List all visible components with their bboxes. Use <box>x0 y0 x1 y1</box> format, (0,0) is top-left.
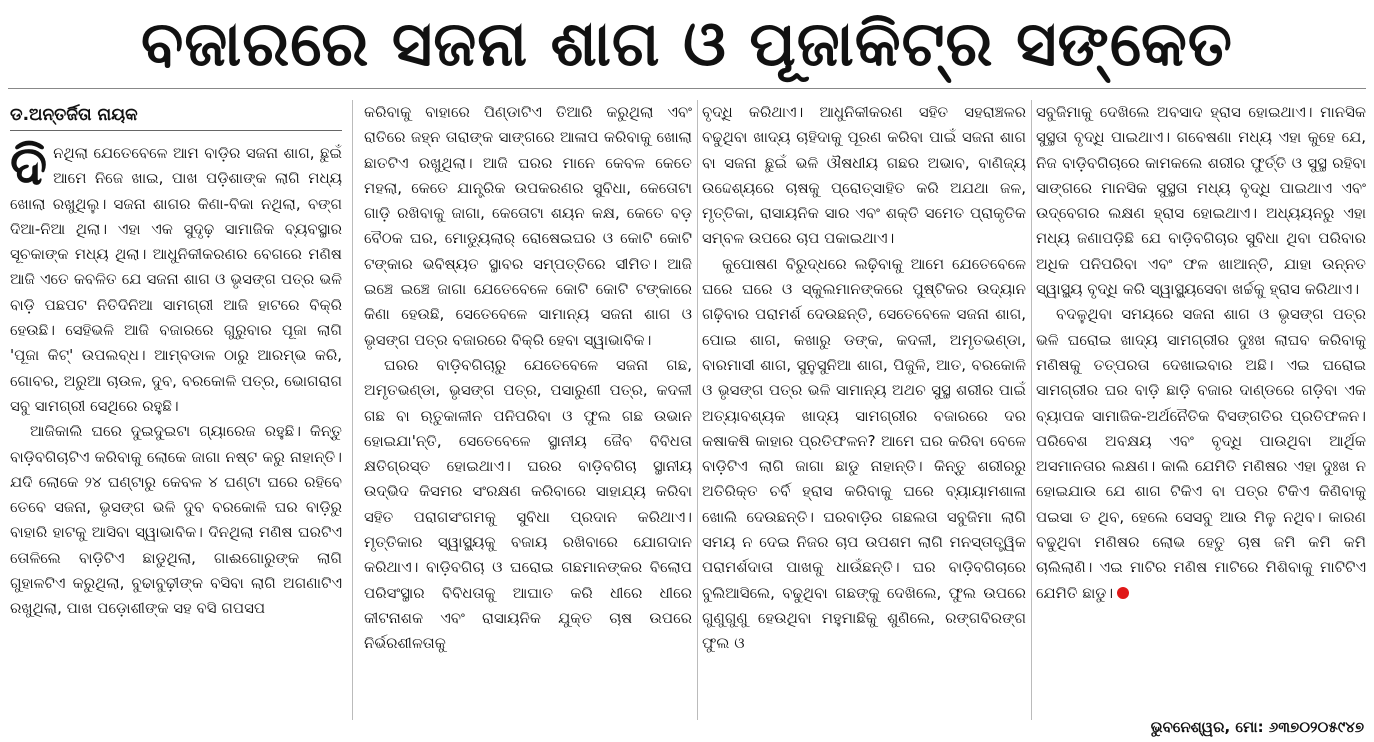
paragraph: ବୃଦ୍ଧି କରିଥାଏ। ଆଧୁନିକୀକରଣ ସହିତ ସହରାଞ୍ଚଳର ବଢୁଥିବା ଖାଦ୍ୟ ଚାହିଦାକୁ ପୂରଣ କରିବା ପାଇଁ ସଜନା ଶାଗ ବା ସଜନା ଛୁଇଁ ଭଳି ଔଷଧୀୟ ଗଛର ଅଭାବ, ବାଣିଜ୍ୟ ଉଦ୍ଦେଶ୍ୟରେ ଚାଷକୁ ପ୍ରୋତ୍ସାହିତ କରି ଅଯଥା ଜଳ, ମୃତ୍ତିକା, ରାସାୟନିକ ସାର ଏବଂ ଶକ୍ତି ସମେତ ପ୍ରାକୃତିକ ସମ୍ବଳ ଉପରେ ଚାପ ପକାଇଥାଏ। <box>702 103 1026 248</box>
paragraph-text: ବଦଳୁଥିବା ସମୟରେ ସଜନା ଶାଗ ଓ ଭୃସଙ୍ଗ ପତ୍ର ଭଳି ଘରୋଇ ଖାଦ୍ୟ ସାମଗ୍ରୀର ଦୁଃଖ ଲାଘବ କରିବାକୁ ମଣିଷକୁ ତତ୍ପରତା ଦେଖାଇବାର ଅଛି। ଏଇ ଘରୋଇ ସାମଗ୍ରୀର ଘର ବାଡ଼ି ଛାଡ଼ି ବଜାର ଦାଣ୍ଡରେ ଗଡ଼ିବା ଏକ ବ୍ୟାପକ ସାମାଜିକ-ଅର୍ଥନୈତିକ ବିସଙ୍ଗତିର ପ୍ରତିଫଳନ। ପରିବେଶ ଅବକ୍ଷୟ ଏବଂ ବୃଦ୍ଧି ପାଉଥିବା ଆର୍ଥିକ ଅସମାନତାର ଲକ୍ଷଣ। କାଲି ଯେମିତି ମଣିଷର ଏହା ଦୁଃଖ ନ ହୋଇଯାଉ ଯେ ଶାଗ ଟିକିଏ ବା ପତ୍ର ଟିକିଏ କିଣିବାକୁ ପଇସା ତ ଥିବ, ହେଲେ ସେସବୁ ଆଉ ମିଳୁ ନଥିବ। କାରଣ ବଢୁଥିବା ମଣିଷର ଲୋଭ ହେତୁ ଚାଷ ଜମି କମି କମି ଚାଲିଲାଣି। ଏଇ ମାଟିର ମଣିଷ ମାଟିରେ ମିଶିବାକୁ ମାଟିଟିଏ ଯେମିତି ଛାଡୁ। <box>1036 305 1366 602</box>
author-contact: ଭୁବନେଶ୍ୱର, ମୋ: ୬୩୭୦୨୦୫୯୪୭ <box>1150 718 1364 736</box>
column-2 <box>364 100 692 730</box>
paragraph: ସବୁଜିମାକୁ ଦେଖିଲେ ଅବସାଦ ହ୍ରାସ ହୋଇଥାଏ। ମାନସିକ ସୁସ୍ଥତା ବୃଦ୍ଧି ପାଇଥାଏ। ଗବେଷଣା ମଧ୍ୟ ଏହା କୁହେ ଯେ, ନିଜ ବାଡ଼ିବଗିଚାରେ କାମକଲେ ଶରୀର ଫୁର୍ତ୍ତି ଓ ସୁସ୍ଥ ରହିବା ସାଙ୍ଗରେ ମାନସିକ ସୁସ୍ଥତା ମଧ୍ୟ ବୃଦ୍ଧି ପାଇଥାଏ ଏବଂ ଉଦ୍‌ବେଗର ଲକ୍ଷଣ ହ୍ରାସ ହୋଇଥାଏ। ଅଧ୍ୟୟନରୁ ଏହା ମଧ୍ୟ ଜଣାପଡ଼ିଛି ଯେ ବାଡ଼ିବଗିଚାର ସୁବିଧା ଥିବା ପରିବାର ଅଧିକ ପନିପରିବା ଏବଂ ଫଳ ଖାଆନ୍ତି, ଯାହା ଉନ୍ନତ ସ୍ୱାସ୍ଥ୍ୟ ବୃଦ୍ଧି କରି ସ୍ୱାସ୍ଥ୍ୟସେବା ଖର୍ଚ୍ଚକୁ ହ୍ରାସ କରିଥାଏ। <box>1036 103 1366 299</box>
paragraph <box>1036 302 1366 606</box>
column-4 <box>1036 100 1366 730</box>
headline-rule <box>8 88 1366 89</box>
column-divider <box>697 100 698 720</box>
byline: ଡ.ଅନ୍ତର୍ଜିତା ନାୟକ <box>10 100 342 131</box>
headline: ବଜାରରେ ସଜନା ଶାଗ ଓ ପୂଜାକିଟ୍‌ର ସଙ୍କେତ <box>141 7 1233 80</box>
column-divider <box>352 100 353 720</box>
paragraph: କରିବାକୁ ବାହାରେ ପିଣ୍ଡାଟିଏ ତିଆରି କରୁଥିଲା ଏବଂ ରାତିରେ ଜହ୍ନ ତାରାଙ୍କ ସାଙ୍ଗରେ ଆଳାପ କରିବାକୁ ଖୋଲା ଛାତଟିଏ ରଖୁଥିଲା। ଆଜି ଘରର ମାନେ କେବଳ କେତେ ମହଲା, କେତେ ଯାନ୍ତ୍ରିକ ଉପକରଣର ସୁବିଧା, କେତୋଟା ଗାଡ଼ି ରଖିବାକୁ ଜାଗା, କେତୋଟା ଶୟନ କକ୍ଷ, କେତେ ବଡ଼ ବୈଠକ ଘର, ମୋଡ୍ୟୁଲାର୍ ରୋଷେଇଘର ଓ କୋଟି କୋଟି ଟଙ୍କାର ଭବିଷ୍ୟତ ସ୍ଥାବର ସମ୍ପତ୍ତିରେ ସୀମିତ। ଆଜି ଇଞ୍ଚେ ଇଞ୍ଚେ ଜାଗା ଯେତେବେଳେ କୋଟି କୋଟି ଟଙ୍କାରେ କିଣା ହେଉଛି, ସେତେବେଳେ ସାମାନ୍ୟ ସଜନା ଶାଗ ଓ ଭୃସଙ୍ଗ ପତ୍ର ବଜାରରେ ବିକ୍ରି ହେବା ସ୍ୱାଭାବିକ। <box>364 103 692 349</box>
column-3 <box>702 100 1026 730</box>
column-1 <box>10 100 342 730</box>
end-mark-icon <box>1117 587 1129 599</box>
paragraph: ଘରର ବାଡ଼ିବଗିଚାରୁ ଯେତେବେଳେ ସଜନା ଗଛ, ଅମୃତଭଣ୍ଡା, ଭୃସଙ୍ଗ ପତ୍ର, ପସାରୁଣୀ ପତ୍ର, କଦଳୀ ଗଛ ବା ଋତୁକାଳୀନ ପନିପରିବା ଓ ଫୁଲ ଗଛ ଉଭାନ ହୋଇଯା'ନ୍ତି, ସେତେବେଳେ ସ୍ଥାନୀୟ ଜୈବ ବିବିଧତା କ୍ଷତିଗ୍ରସ୍ତ ହୋଇଥାଏ। ଘରର ବାଡ଼ିବଗିଚା ସ୍ଥାନୀୟ ଉଦ୍ଭିଦ କିସମର ସଂରକ୍ଷଣ କରିବାରେ ସାହାଯ୍ୟ କରିବା ସହିତ ପରାଗସଂଗମକୁ ସୁବିଧା ପ୍ରଦାନ କରିଥାଏ। ମୃତ୍ତିକାର ସ୍ୱାସ୍ଥ୍ୟକୁ ବଜାୟ ରଖିବାରେ ଯୋଗଦାନ କରିଥାଏ। ବାଡ଼ିବଗିଚା ଓ ଘରୋଇ ଗଛମାନଙ୍କର ବିଲୋପ ପରିସଂସ୍ଥାର ବିବିଧତାକୁ ଆଘାତ କରି ଧୀରେ ଧୀରେ କୀଟନାଶକ ଏବଂ ରାସାୟନିକ ଯୁକ୍ତ ଚାଷ ଉପରେ ନିର୍ଭରଶୀଳତାକୁ <box>364 355 692 653</box>
paragraph: ଆଜିକାଲି ଘରେ ଦୁଇଦୁଇଟା ଗ୍ୟାରେଜ ରହୁଛି। କିନ୍ତୁ ବାଡ଼ିବଗିଚାଟିଏ କରିବାକୁ ଲୋକେ ଜାଗା ନଷ୍ଟ କରୁ ନାହାନ୍ତି। ଯଦି ଲୋକେ ୨୪ ଘଣ୍ଟାରୁ କେବଳ ୪ ଘଣ୍ଟା ଘରେ ରହିବେ ତେବେ ସଜନା, ଭୃସଙ୍ଗ ଭଳି ଦୁବ ବରକୋଳି ଘର ବାଡ଼ିରୁ ବାହାରି ହାଟକୁ ଆସିବା ସ୍ୱାଭାବିକ। ଦିନଥିଲା ମଣିଷ ଘରଟିଏ ତୋଳିଲେ ବାଡ଼ିଟିଏ ଛାଡୁଥିଲା, ଗାଈଗୋରୁଙ୍କ ଲାଗି ଗୁହାଳଟିଏ କରୁଥିଲା, ବୁଢାବୁଢ଼ୀଙ୍କ ବସିବା ଲାଗି ଅଗଣାଟିଏ ରଖୁଥିଲା, ପାଖ ପଡ଼ୋଶୀଙ୍କ ସହ ବସି ଗପସପ <box>10 422 342 618</box>
paragraph-text: ନଥିଲା ଯେତେବେଳେ ଆମ ବାଡ଼ିର ସଜନା ଶାଗ, ଛୁଇଁ ଆମେ ନିଜେ ଖାଇ, ପାଖ ପଡ଼ିଶାଙ୍କ ଲାଗି ମଧ୍ୟ ଖୋଲା ରଖୁଥିଲୁ। ସଜନା ଶାଗର କିଣା-ବିକା ନଥିଲା, ବଙ୍ଗ ଦିଆ-ନିଆ ଥିଲା। ଏହା ଏକ ସୁଦୃଢ଼ ସାମାଜିକ ବ୍ୟବସ୍ଥାର ସୂଚକାଙ୍କ ମଧ୍ୟ ଥିଲା। ଆଧୁନିକୀକରଣର ବେଗରେ ମଣିଷ ଆଜି ଏତେ କବଳିତ ଯେ ସଜନା ଶାଗ ଓ ଭୃସଙ୍ଗ ପତ୍ର ଭଳି ବାଡ଼ି ପଛପଟ ନିତିଦିନିଆ ସାମଗ୍ରୀ ଆଜି ହାଟରେ ବିକ୍ରି ହେଉଛି। ସେହିଭଳି ଆଜି ବଜାରରେ ଗୁରୁବାର ପୂଜା ଲାଗି 'ପୂଜା କିଟ୍' ଉପଲବ୍ଧ। ଆମ୍ବଡାଳ ଠାରୁ ଆରମ୍ଭ କରି, ଗୋବର, ଅରୁଆ ଚାଉଳ, ଦୁବ, ବରକୋଳି ପତ୍ର, ଭୋଗରାଗ ସବୁ ସାମଗ୍ରୀ ସେଥିରେ ରହୁଛି। <box>10 144 342 415</box>
paragraph: କୁପୋଷଣ ବିରୁଦ୍ଧରେ ଲଢ଼ିବାକୁ ଆମେ ଯେତେବେଳେ ଘରେ ଘରେ ଓ ସ୍କୁଲମାନଙ୍କରେ ପୁଷ୍ଟିକର ଉଦ୍ୟାନ ଗଢ଼ିବାର ପରାମର୍ଶ ଦେଉଛନ୍ତି, ସେତେବେଳେ ସଜନା ଶାଗ, ପୋଇ ଶାଗ, କଖାରୁ ଡଙ୍କ, କଦଳୀ, ଅମୃତଭଣ୍ଡା, ବାରମାସୀ ଶାଗ, ସୁନୁସୁନିଆ ଶାଗ, ପିଜୁଳି, ଆତ, ବରକୋଳି ଓ ଭୃସଙ୍ଗ ପତ୍ର ଭଳି ସାମାନ୍ୟ ଅଥଚ ସୁସ୍ଥ ଶରୀର ପାଇଁ ଅତ୍ୟାବଶ୍ୟକ ଖାଦ୍ୟ ସାମଗ୍ରୀର ବଜାରରେ ଦର କଷାକଷି କାହାର ପ୍ରତିଫଳନ? ଆମେ ଘର କରିବା ବେଳେ ବାଡ଼ିଟିଏ ଲାଗି ଜାଗା ଛାଡୁ ନାହାନ୍ତି। କିନ୍ତୁ ଶରୀରରୁ ଅତିରିକ୍ତ ଚର୍ବି ହ୍ରାସ କରିବାକୁ ଘରେ ବ୍ୟାୟାମଶାଳା ଖୋଲି ଦେଉଛନ୍ତି। ଘରବାଡ଼ିର ଗଛଲତା ସବୁଜିମା ଲାଗି ସମୟ ନ ଦେଇ ନିଜର ଚାପ ଉପଶମ ଲାଗି ମନସ୍ତାତ୍ତ୍ୱିକ ପରାମର୍ଶଦାତା ପାଖକୁ ଧାଉଁଛନ୍ତି। ଘର ବାଡ଼ିବଗିଚାରେ ବୁଲିଆସିଲେ, ବଢୁଥିବା ଗଛଙ୍କୁ ଦେଖିଲେ, ଫୁଲ ଉପରେ ଗୁଣୁଗୁଣୁ ହେଉଥିବା ମହୁମାଛିକୁ ଶୁଣିଲେ, ରଙ୍ଗବିରଙ୍ଗ ଫୁଲ ଓ <box>702 254 1026 653</box>
drop-cap: ଦି <box>10 134 48 197</box>
paragraph <box>10 134 342 419</box>
column-divider <box>1031 100 1032 720</box>
